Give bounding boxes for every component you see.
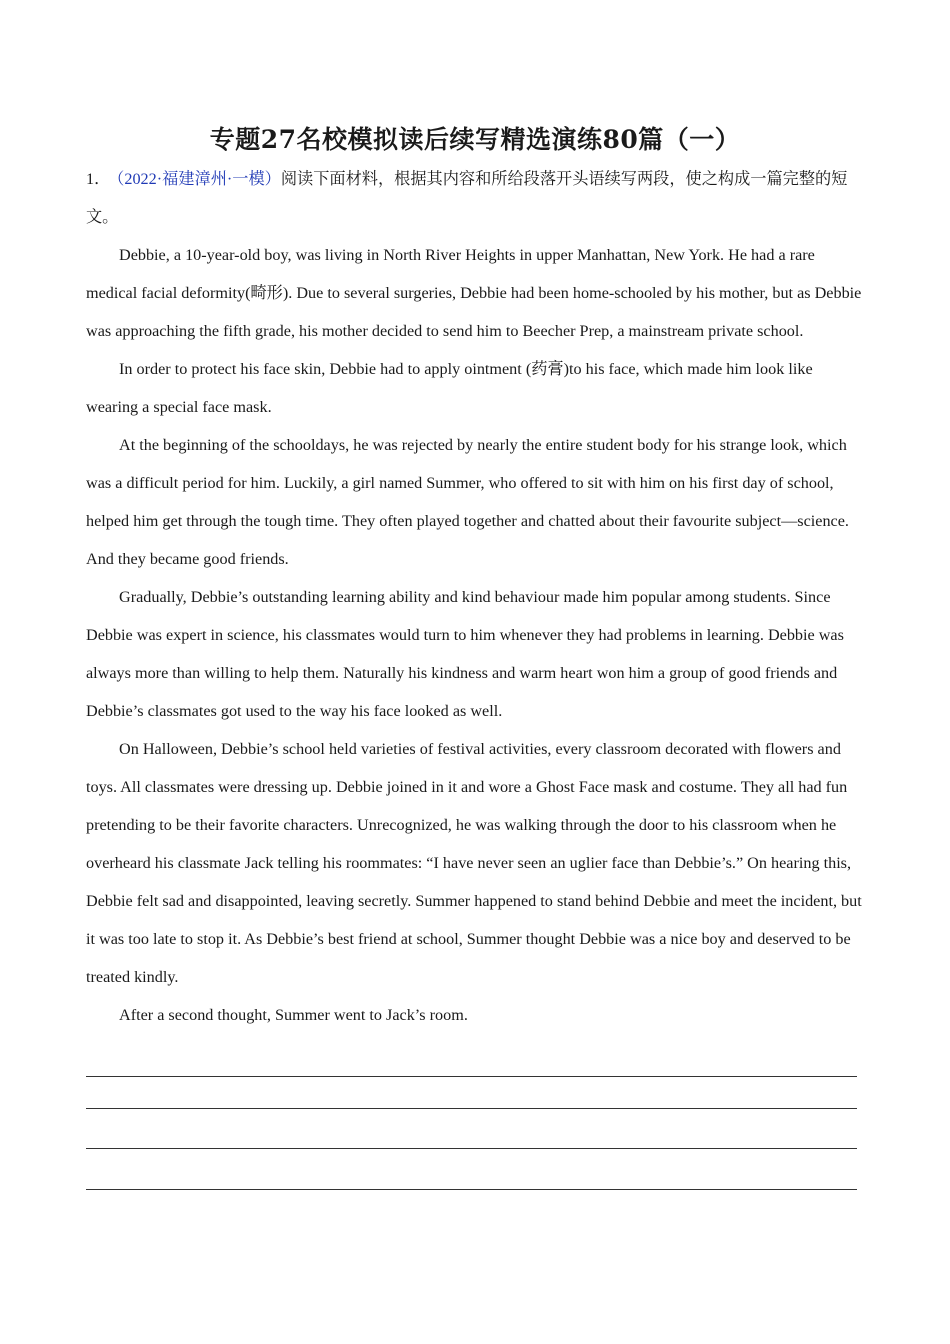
writing-line-4 [86,1189,857,1190]
paragraph-2: In order to protect his face skin, Debbie had to apply ointment (药膏)to his face, which made him look like wearing a special face mask. [86,360,813,416]
paragraph-3: At the beginning of the schooldays, he was rejected by nearly the entire student body for his strange look, which was a difficult period for him. Luckily, a girl named Summer, who offered to sit with him on his first day of school, helped him get through the tough time. They often played together and chatted about their favourite subject—science. And they became good friends. [86,436,849,568]
paragraph-1: Debbie, a 10-year-old boy, was living in North River Heights in upper Manhattan, New York. He had a rare medical facial deformity(畸形). Due to several surgeries, Debbie had been home-schooled by his mother, but as Debbie was approaching the fifth grade, his mother decided to send him to Beecher Prep, a mainstream private school. [86,246,862,340]
question-source: （2022·福建漳州·一模） [116,170,281,188]
question-number: 1． [86,170,111,188]
paragraph-4: Gradually, Debbie’s outstanding learning ability and kind behaviour made him popular among students. Since Debbie was expert in science, his classmates would turn to him whenever they had problems in learning. Debbie was always more than willing to help them. Naturally his kindness and warm heart won him a group of good friends and Debbie’s classmates got used to the way his face looked as well. [86,588,844,720]
writing-line-1 [86,1076,857,1077]
question-header [86,160,864,236]
writing-line-2 [86,1108,857,1109]
writing-line-3 [86,1148,857,1149]
question-body [86,160,864,1034]
continuation-prompt: After a second thought, Summer went to Jack’s room. [119,1006,468,1024]
paragraph-5: On Halloween, Debbie’s school held varieties of festival activities, every classroom decorated with flowers and toys. All classmates were dressing up. Debbie joined in it and wore a Ghost Face mask and costume. They all had fun pretending to be their favorite characters. Unrecognized, he was walking through the door to his classroom when he overheard his classmate Jack telling his roommates: “I have never seen an uglier face than Debbie’s.” On hearing this, Debbie felt sad and disappointed, leaving secretly. Summer happened to stand behind Debbie and meet the incident, but it was too late to stop it. As Debbie’s best friend at school, Summer thought Debbie was a nice boy and deserved to be treated kindly. [86,740,862,986]
question-instruction: 阅读下面材料，根据其内容和所给段落开头语续写两段，使之构成一篇完整的短文。 [86,170,848,226]
writing-lines [86,1076,857,1077]
page-title: 专题27名校模拟读后续写精选演练80篇（一） [209,125,741,154]
